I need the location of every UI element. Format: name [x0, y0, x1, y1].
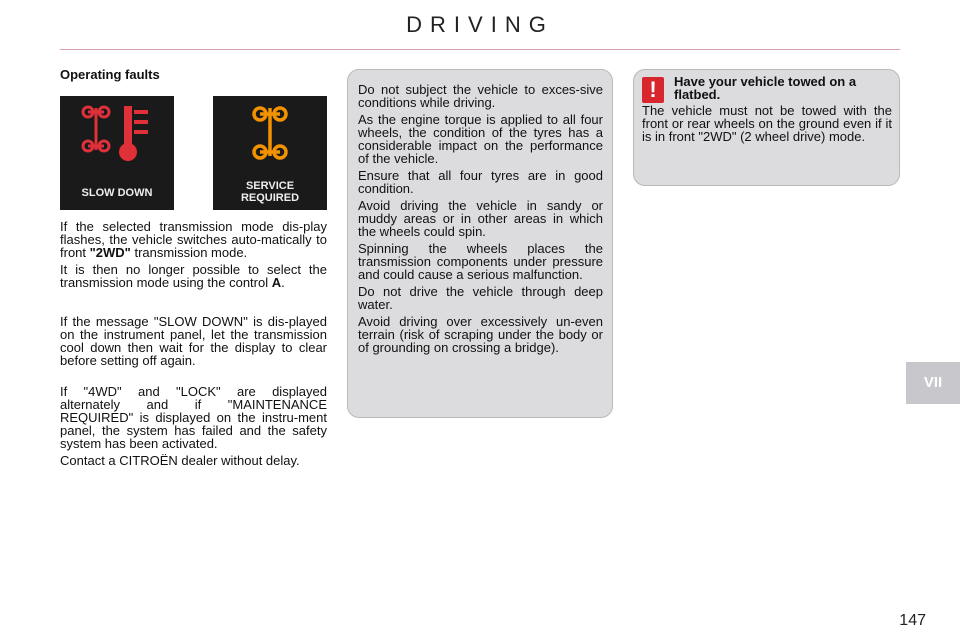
- drivetrain-fault-icon: [213, 96, 327, 176]
- service-label-line1: SERVICE: [245, 180, 295, 192]
- advice-p4: Avoid driving the vehicle in sandy or muddy areas or in other areas in which the wheels could spin.: [358, 198, 603, 239]
- page-number: 147: [899, 612, 926, 629]
- service-label-line2: REQUIRED: [240, 192, 300, 204]
- advice-p6: Do not drive the vehicle through deep water.: [358, 284, 603, 312]
- paragraph-2wd: If the selected transmission mode dis-play flashes, the vehicle switches auto-matically to front "2WD" transmission mode.: [60, 219, 327, 260]
- section-title: Operating faults: [60, 67, 160, 82]
- advice-p3: Ensure that all four tyres are in good condition.: [358, 168, 603, 196]
- paragraph-contact-dealer: Contact a CITROËN dealer without delay.: [60, 453, 300, 468]
- chapter-tab-label: VII: [923, 374, 943, 391]
- paragraph-maintenance: If "4WD" and "LOCK" are displayed alternately and if "MAINTENANCE REQUIRED" is displayed on the instru-ment panel, the system has failed and the safety system has been activated.: [60, 384, 327, 451]
- warning-title: Have your vehicle towed on a flatbed.: [674, 74, 857, 102]
- advice-p5: Spinning the wheels places the transmission components under pressure and could cause a serious malfunction.: [358, 241, 603, 282]
- service-required-panel: [213, 96, 327, 210]
- warning-icon: !: [642, 77, 664, 103]
- slow-down-label: SLOW DOWN: [81, 187, 153, 199]
- title-divider: [60, 49, 900, 50]
- advice-box: [347, 69, 613, 418]
- page-title: DRIVING: [406, 12, 554, 37]
- warning-box: [633, 69, 900, 186]
- advice-p2: As the engine torque is applied to all four wheels, the condition of the tyres has a considerable impact on the performance of the vehicle.: [358, 112, 603, 166]
- slow-down-panel: [60, 96, 174, 210]
- warning-body: The vehicle must not be towed with the front or rear wheels on the ground even if it is in front "2WD" (2 wheel drive) mode.: [642, 103, 892, 144]
- paragraph-slow-down: If the message "SLOW DOWN" is dis-played on the instrument panel, let the transmission cool down then wait for the display to clear before setting off again.: [60, 314, 327, 368]
- advice-p7: Avoid driving over excessively un-even terrain (risk of scraping under the body or of grounding on crossing a bridge).: [358, 314, 603, 355]
- left-column: [60, 220, 327, 471]
- advice-p1: Do not subject the vehicle to exces-sive conditions while driving.: [358, 82, 603, 110]
- drivetrain-temperature-icon: [60, 96, 174, 176]
- paragraph-control-a: It is then no longer possible to select the transmission mode using the control A.: [60, 262, 327, 290]
- chapter-tab: [906, 362, 960, 404]
- service-required-label: [213, 180, 327, 204]
